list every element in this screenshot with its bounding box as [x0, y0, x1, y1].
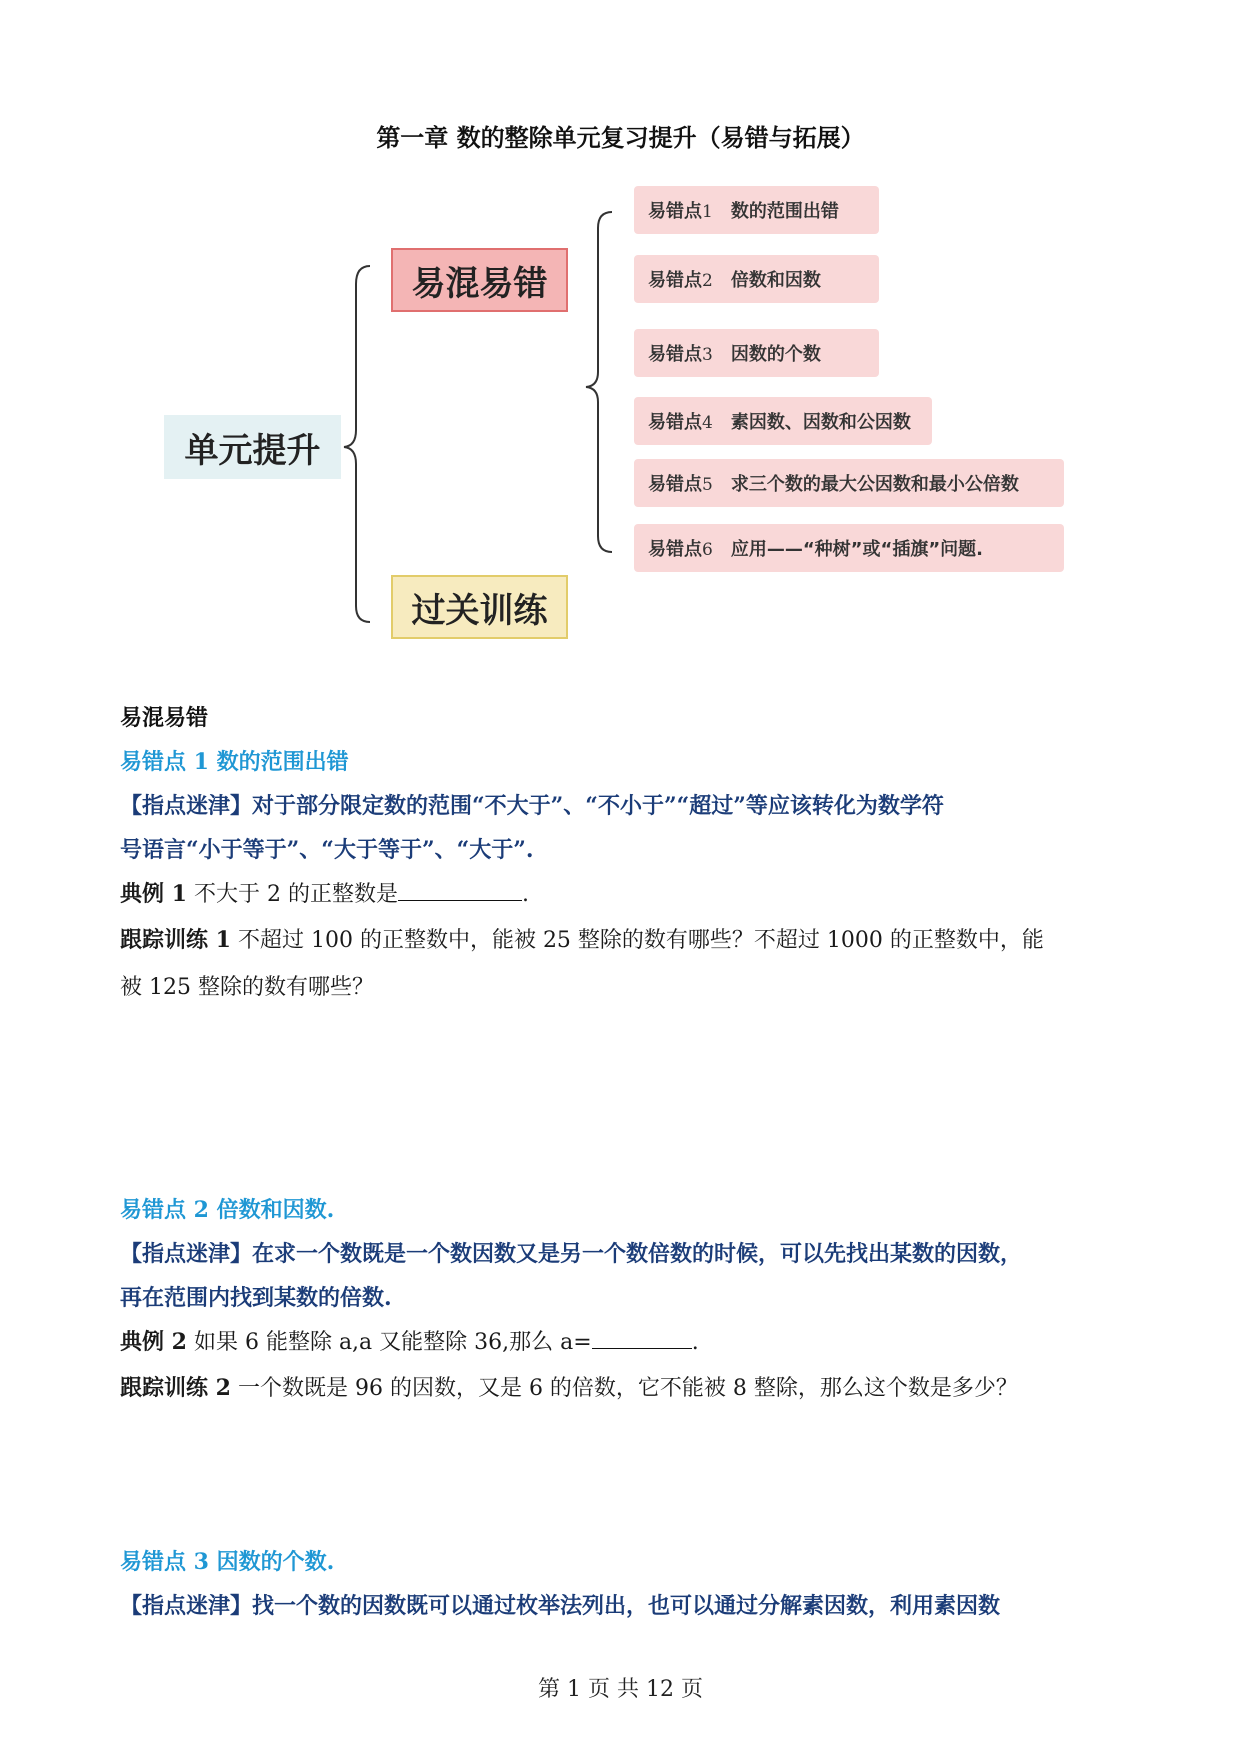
practice-1-line-1: 跟踪训练 1 不超过 100 的正整数中，能被 25 整除的数有哪些？不超过 1000 的正整数中，能: [120, 927, 1044, 953]
mindmap-leaf-5: 易错点5 求三个数的最大公因数和最小公倍数: [634, 459, 1064, 507]
section-heading: 易混易错: [120, 706, 209, 731]
page-title: 第一章 数的整除单元复习提升（易错与拓展）: [376, 124, 865, 152]
point-3-heading: 易错点 3 因数的个数.: [120, 1549, 335, 1575]
example-2-label: 典例 2: [120, 1329, 187, 1355]
example-1: 典例 1 不大于 2 的正整数是 .: [120, 872, 1130, 917]
mindmap-leaf-1: 易错点1 数的范围出错: [634, 186, 879, 234]
mindmap-root: 单元提升: [164, 415, 341, 479]
point-2-heading: 易错点 2 倍数和因数.: [120, 1197, 335, 1223]
mindmap-branch-training: 过关训练: [391, 575, 568, 639]
point-1-heading: 易错点 1 数的范围出错: [120, 749, 349, 775]
practice-1-label: 跟踪训练 1: [120, 927, 231, 953]
example-2: 典例 2 如果 6 能整除 a,a 又能整除 36,那么 a= .: [120, 1320, 1130, 1365]
mindmap-leaf-3: 易错点3 因数的个数: [634, 329, 879, 377]
mindmap-leaf-6: 易错点6 应用——“种树”或“插旗”问题.: [634, 524, 1064, 572]
practice-2-label: 跟踪训练 2: [120, 1375, 231, 1401]
answer-blank: [398, 874, 522, 901]
page-footer: 第 1 页 共 12 页: [538, 1677, 703, 1702]
practice-1-line-2: 被 125 整除的数有哪些？: [120, 975, 374, 1000]
example-2-text: 如果 6 能整除 a,a 又能整除 36,那么 a=: [193, 1330, 592, 1355]
point-1-tip-line-2: 号语言“小于等于”、“大于等于”、“大于”.: [120, 837, 534, 863]
point-2-tip-line-1: 【指点迷津】在求一个数既是一个数因数又是另一个数倍数的时候，可以先找出某数的因数，: [120, 1241, 1023, 1267]
mindmap-branch-errors: 易混易错: [391, 248, 568, 312]
mindmap-leaf-4: 易错点4 素因数、因数和公因数: [634, 397, 932, 445]
example-1-text: 不大于 2 的正整数是: [193, 882, 398, 907]
example-1-label: 典例 1: [120, 881, 187, 907]
point-3-tip-line-1: 【指点迷津】找一个数的因数既可以通过枚举法列出，也可以通过分解素因数，利用素因数: [120, 1593, 1001, 1619]
practice-2-line-1: 跟踪训练 2 一个数既是 96 的因数，又是 6 的倍数，它不能被 8 整除，那么这个数是多少？: [120, 1375, 1018, 1401]
point-2-tip-line-2: 再在范围内找到某数的倍数.: [120, 1285, 392, 1311]
point-1-tip-line-1: 【指点迷津】对于部分限定数的范围“不大于”、“不小于”“超过”等应该转化为数学符: [120, 793, 944, 819]
answer-blank: [592, 1322, 692, 1349]
mindmap-leaf-2: 易错点2 倍数和因数: [634, 255, 879, 303]
